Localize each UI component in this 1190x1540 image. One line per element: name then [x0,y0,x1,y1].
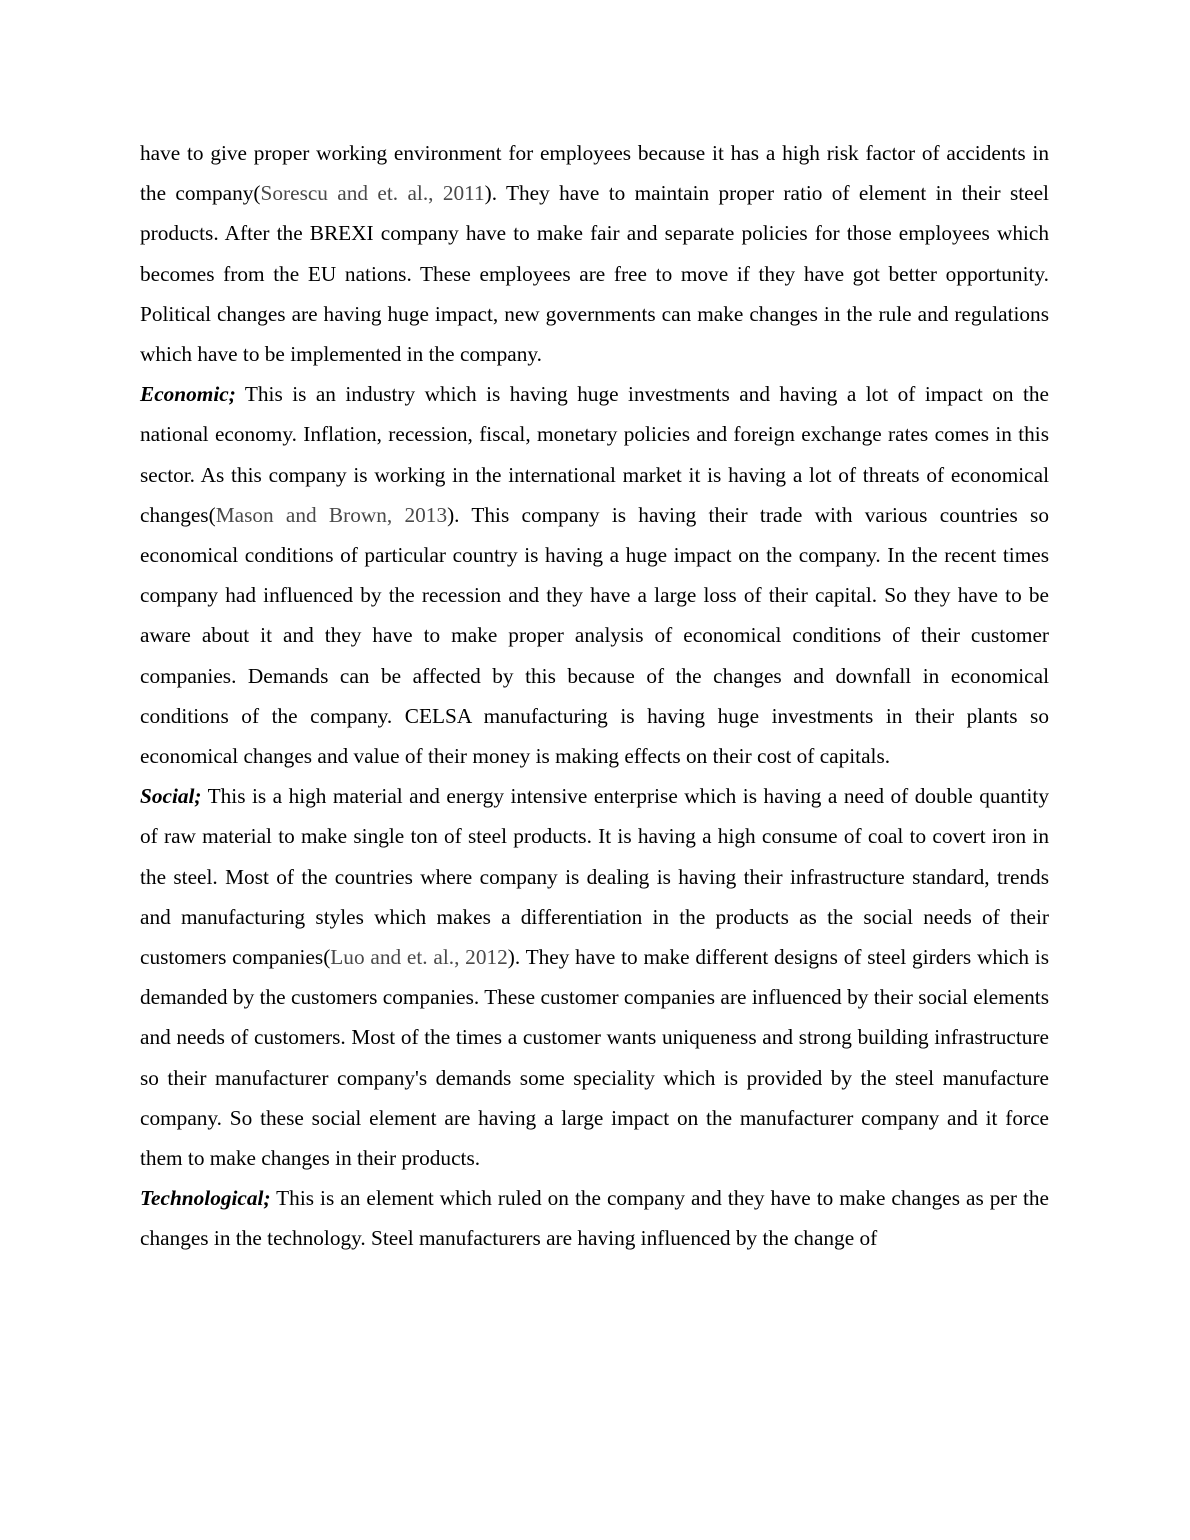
citation: Mason and Brown, 2013 [215,502,448,527]
paragraph-technological [140,1178,1049,1258]
paragraph-political-continued [140,133,1049,374]
citation: Sorescu and et. al., 2011 [260,181,485,206]
paragraph-social [140,776,1049,1178]
document-page [140,133,1049,1259]
citation: Luo and et. al., 2012 [330,945,508,970]
paragraph-text: ). They have to make different designs of steel girders which is demanded by the customers companies. These customer companies are influenced by their social elements and needs of customers. Most of the times a customer wants uniqueness and strong building infrastructure so their manufacturer company's demands some speciality which is provided by the steel manufacture company. So these social element are having a large impact on the manufacturer company and it force them to make changes in their products. [140,945,1049,1171]
paragraph-economic [140,374,1049,776]
section-heading-technological: Technological; [140,1186,271,1211]
paragraph-text: This is an industry which is having huge investments and having a lot of impact on the national economy. Inflation, recession, fiscal, monetary policies and foreign exchange rates comes in this sector. As this company is working in the international market it is having a lot of threats of economical changes( [140,382,1049,527]
paragraph-text: have to give proper working environment for employees because it has a high risk factor of accidents in the company( [140,141,1049,206]
paragraph-text: ). This company is having their trade with various countries so economical conditions of particular country is having a huge impact on the company. In the recent times company had influenced by the recession and they have a large loss of their capital. So they have to be aware about it and they have to make proper analysis of economical conditions of their customer companies. Demands can be affected by this because of the changes and downfall in economical conditions of the company. CELSA manufacturing is having huge investments in their plants so economical changes and value of their money is making effects on their cost of capitals. [140,502,1049,769]
section-heading-social: Social; [140,784,202,809]
paragraph-text: ). They have to maintain proper ratio of element in their steel products. After the BREXI company have to make fair and separate policies for those employees which becomes from the EU nations. These employees are free to move if they have got better opportunity. Political changes are having huge impact, new governments can make changes in the rule and regulations which have to be implemented in the company. [140,181,1049,367]
section-heading-economic: Economic; [140,382,236,407]
paragraph-text: This is an element which ruled on the company and they have to make changes as per the changes in the technology. Steel manufacturers are having influenced by the change of [140,1186,1049,1251]
paragraph-text: This is a high material and energy intensive enterprise which is having a need of double quantity of raw material to make single ton of steel products. It is having a high consume of coal to covert iron in the steel. Most of the countries where company is dealing is having their infrastructure standard, trends and manufacturing styles which makes a differentiation in the products as the social needs of their customers companies( [140,784,1049,970]
